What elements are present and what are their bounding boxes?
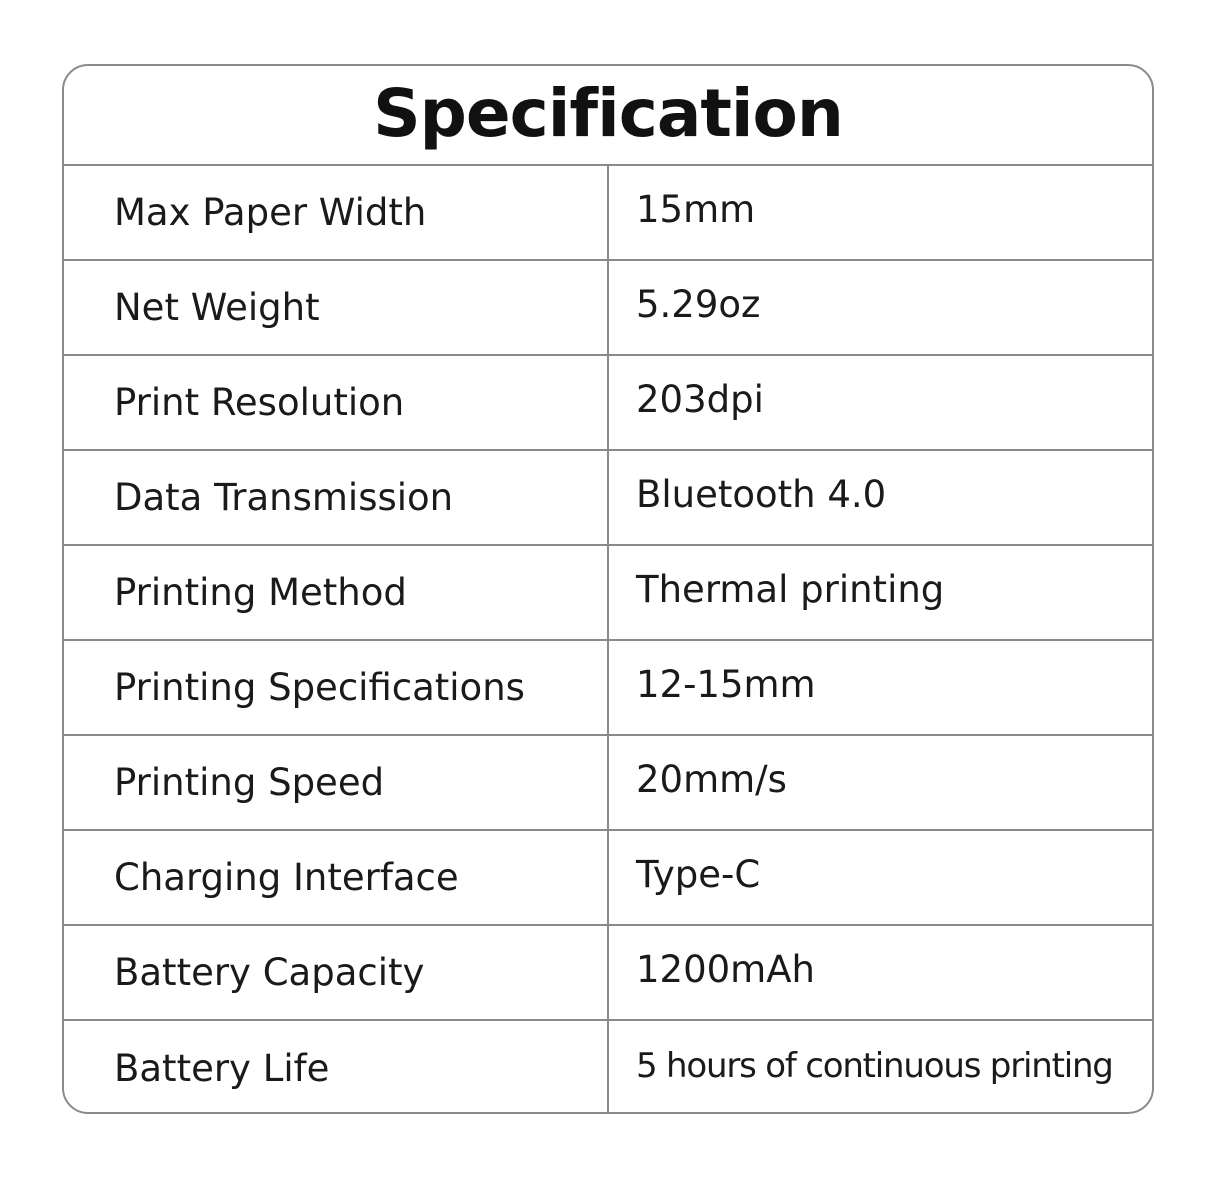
spec-value: 5.29oz	[636, 283, 761, 326]
spec-label: Printing Method	[64, 546, 609, 639]
spec-label: Printing Specifications	[64, 641, 609, 734]
spec-value: 203dpi	[636, 378, 764, 421]
spec-label: Max Paper Width	[64, 166, 609, 259]
spec-label: Battery Life	[64, 1021, 609, 1114]
spec-label: Data Transmission	[64, 451, 609, 544]
spec-value: Type-C	[636, 853, 761, 896]
spec-title: Specification	[64, 66, 1152, 166]
spec-row	[64, 546, 1152, 641]
spec-row	[64, 641, 1152, 736]
spec-value: 1200mAh	[636, 948, 815, 991]
spec-row	[64, 261, 1152, 356]
spec-row	[64, 166, 1152, 261]
spec-row	[64, 1021, 1152, 1114]
spec-row	[64, 831, 1152, 926]
spec-value: 5 hours of continuous printing	[636, 1045, 1113, 1086]
spec-label: Charging Interface	[64, 831, 609, 924]
spec-card	[62, 64, 1154, 1114]
spec-row	[64, 926, 1152, 1021]
spec-label: Print Resolution	[64, 356, 609, 449]
spec-row	[64, 736, 1152, 831]
spec-value: 15mm	[636, 188, 756, 231]
spec-label: Battery Capacity	[64, 926, 609, 1019]
spec-table	[64, 166, 1152, 1114]
spec-value: Bluetooth 4.0	[636, 473, 887, 516]
spec-label: Printing Speed	[64, 736, 609, 829]
spec-value: Thermal printing	[636, 568, 945, 611]
spec-label: Net Weight	[64, 261, 609, 354]
spec-value: 12-15mm	[636, 663, 816, 706]
spec-row	[64, 356, 1152, 451]
spec-row	[64, 451, 1152, 546]
spec-value: 20mm/s	[636, 758, 787, 801]
